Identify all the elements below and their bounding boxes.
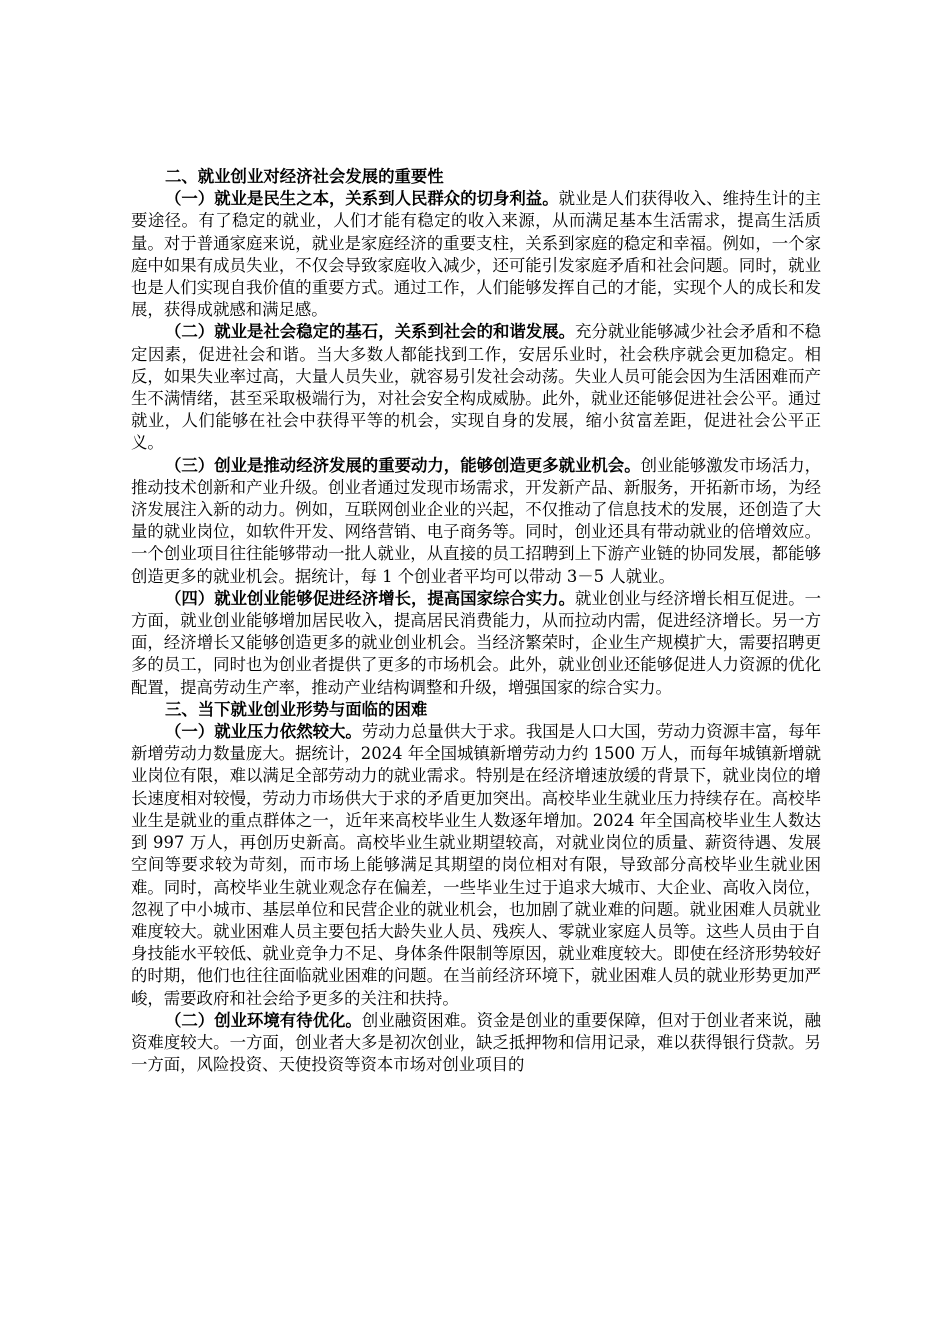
paragraph-lead: （四）就业创业能够促进经济增长，提高国家综合实力。 — [165, 588, 576, 608]
paragraph-2-1 — [131, 188, 821, 321]
paragraph-lead: （二）就业是社会稳定的基石，关系到社会的和谐发展。 — [165, 322, 576, 342]
paragraph-2-3 — [131, 455, 821, 588]
document-page — [131, 166, 821, 1076]
section-heading-3: 三、当下就业创业形势与面临的困难 — [165, 699, 428, 719]
paragraph-body: 创业能够激发市场活力，推动技术创新和产业升级。创业者通过发现市场需求，开发新产品、新服务，开拓新市场，为经济发展注入新的动力。例如，互联网创业企业的兴起，不仅推动了信息技术的发展，还创造了大量的就业岗位，如软件开发、网络营销、电子商务等。同时，创业还具有带动就业的倍增效应。一个创业项目往往能够带动一批人就业，从直接的员工招聘到上下游产业链的协同发展，都能够创造更多的就业机会。据统计，每 1 个创业者平均可以带动 3－5 人就业。 — [131, 455, 822, 586]
paragraph-2-2 — [131, 321, 821, 454]
paragraph-lead: （一）就业是民生之本，关系到人民群众的切身利益。 — [165, 189, 559, 209]
paragraph-body: 就业是人们获得收入、维持生计的主要途径。有了稳定的就业，人们才能有稳定的收入来源，从而满足基本生活需求，提高生活质量。对于普通家庭来说，就业是家庭经济的重要支柱，关系到家庭的稳定和幸福。例如，一个家庭中如果有成员失业，不仅会导致家庭收入减少，还可能引发家庭矛盾和社会问题。同时，就业也是人们实现自我价值的重要方式。通过工作，人们能够发挥自己的才能，实现个人的成长和发展，获得成就感和满足感。 — [131, 189, 822, 320]
paragraph-lead: （三）创业是推动经济发展的重要动力，能够创造更多就业机会。 — [165, 455, 641, 475]
section-heading-2: 二、就业创业对经济社会发展的重要性 — [165, 167, 444, 186]
paragraph-3-1 — [131, 721, 821, 1010]
paragraph-body: 劳动力总量供大于求。我国是人口大国，劳动力资源丰富，每年新增劳动力数量庞大。据统计，2024 年全国城镇新增劳动力约 1500 万人，而每年城镇新增就业岗位有限，难以满足全部劳动力的就业需求。特别是在经济增速放缓的背景下，就业岗位的增长速度相对较慢，劳动力市场供大于求的矛盾更加突出。高校毕业生就业压力持续存在。高校毕业生是就业的重点群体之一，近年来高校毕业生人数逐年增加。2024 年全国高校毕业生人数达到 997 万人，再创历史新高。高校毕业生就业期望较高，对就业岗位的质量、薪资待遇、发展空间等要求较为苛刻，而市场上能够满足其期望的岗位相对有限，导致部分高校毕业生就业困难。同时，高校毕业生就业观念存在偏差，一些毕业生过于追求大城市、大企业、高收入岗位，忽视了中小城市、基层单位和民营企业的就业机会，也加剧了就业难的问题。就业困难人员就业难度较大。就业困难人员主要包括大龄失业人员、残疾人、零就业家庭人员等。这些人员由于自身技能水平较低、就业竞争力不足、身体条件限制等原因，就业难度较大。即使在经济形势较好的时期，他们也往往面临就业困难的问题。在当前经济环境下，就业困难人员的就业形势更加严峻，需要政府和社会给予更多的关注和扶持。 — [131, 722, 822, 1008]
paragraph-lead: （一）就业压力依然较大。 — [165, 722, 362, 742]
paragraph-body: 创业融资困难。资金是创业的重要保障，但对于创业者来说，融资难度较大。一方面，创业者大多是初次创业，缺乏抵押物和信用记录，难以获得银行贷款。另一方面，风险投资、天使投资等资本市场对创业项目的 — [131, 1010, 822, 1075]
paragraph-2-4 — [131, 588, 821, 699]
paragraph-3-2 — [131, 1010, 821, 1077]
paragraph-body: 充分就业能够减少社会矛盾和不稳定因素，促进社会和谐。当大多数人都能找到工作，安居乐业时，社会秩序就会更加稳定。相反，如果失业率过高，大量人员失业，就容易引发社会动荡。失业人员可能会因为生活困难而产生不满情绪，甚至采取极端行为，对社会安全构成威胁。此外，就业还能够促进社会公平。通过就业，人们能够在社会中获得平等的机会，实现自身的发展，缩小贫富差距，促进社会公平正义。 — [131, 322, 822, 453]
paragraph-lead: （二）创业环境有待优化。 — [165, 1010, 362, 1030]
paragraph-body: 就业创业与经济增长相互促进。一方面，就业创业能够增加居民收入，提高居民消费能力，从而拉动内需，促进经济增长。另一方面，经济增长又能够创造更多的就业创业机会。当经济繁荣时，企业生产规模扩大，需要招聘更多的员工，同时也为创业者提供了更多的市场机会。此外，就业创业还能够促进人力资源的优化配置，提高劳动生产率，推动产业结构调整和升级，增强国家的综合实力。 — [131, 588, 822, 697]
